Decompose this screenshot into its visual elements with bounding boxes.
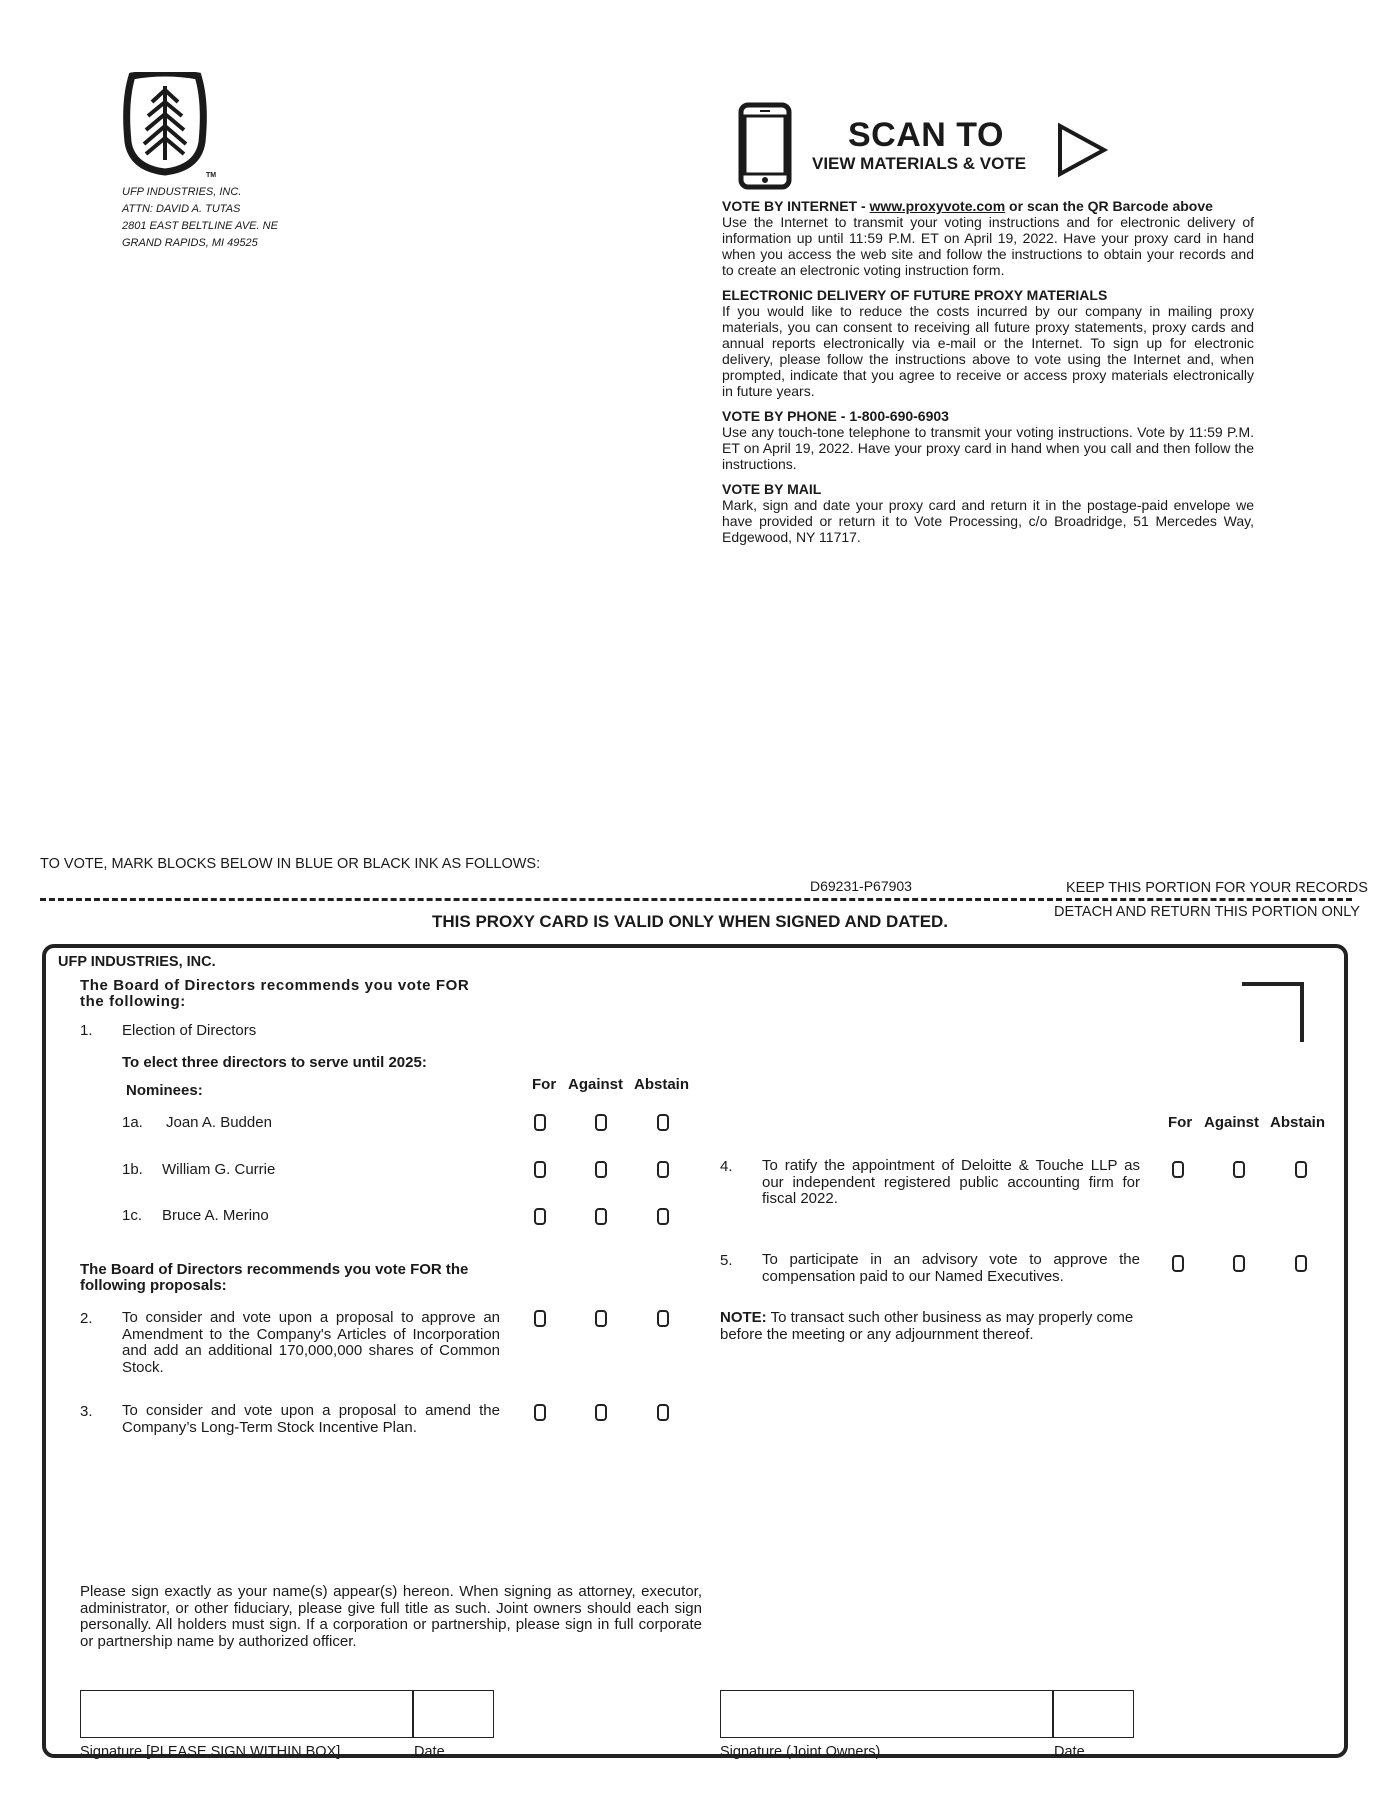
nominee-1c-number: 1c.	[122, 1207, 143, 1224]
proposal-5-text: To participate in an advisory vote to approve the compensation paid to our Named Executives.	[762, 1251, 1140, 1285]
play-arrow-icon	[1056, 122, 1110, 178]
col-against: Against	[568, 1076, 624, 1093]
proposal-4-number: 4.	[720, 1158, 733, 1175]
phone-heading: VOTE BY PHONE - 1-800-690-6903	[722, 408, 949, 424]
nominee-1a-for-checkbox[interactable]	[534, 1114, 546, 1131]
nominee-1c-abstain-checkbox[interactable]	[657, 1208, 669, 1225]
proposal-4-abstain-checkbox[interactable]	[1295, 1161, 1307, 1178]
nominee-1a-number: 1a.	[122, 1114, 143, 1131]
col-against-right: Against	[1204, 1114, 1260, 1131]
date-label: Date	[414, 1744, 445, 1760]
nominee-1b-number: 1b.	[122, 1161, 143, 1178]
joint-date-label: Date	[1054, 1744, 1085, 1760]
mail-body: Mark, sign and date your proxy card and return it in the postage-paid envelope we have provided or return it to Vote Processing, c/o Broadridge, 51 Mercedes Way, Edgewood, NY 11717.	[722, 497, 1254, 545]
address-line: 2801 EAST BELTLINE AVE. NE	[122, 220, 278, 232]
col-abstain-right: Abstain	[1270, 1114, 1326, 1131]
nominee-1b-abstain-checkbox[interactable]	[657, 1161, 669, 1178]
detach-dash-line	[40, 898, 1062, 901]
corner-mark	[1242, 982, 1304, 1042]
joint-signature-label: Signature (Joint Owners)	[720, 1744, 881, 1760]
signature-label: Signature [PLEASE SIGN WITHIN BOX]	[80, 1744, 341, 1760]
nominee-1a-abstain-checkbox[interactable]	[657, 1114, 669, 1131]
nominee-1c-for-checkbox[interactable]	[534, 1208, 546, 1225]
col-for-right: For	[1168, 1114, 1193, 1131]
nominee-1c-against-checkbox[interactable]	[595, 1208, 607, 1225]
nominee-1b-against-checkbox[interactable]	[595, 1161, 607, 1178]
board-rec-2: The Board of Directors recommends you vote FOR the following proposals:	[80, 1261, 469, 1294]
valid-notice: THIS PROXY CARD IS VALID ONLY WHEN SIGNED AND DATED.	[432, 912, 949, 931]
scan-title: SCAN TO	[848, 116, 1004, 154]
address-line: UFP INDUSTRIES, INC.	[122, 186, 242, 198]
to-vote-instruction: TO VOTE, MARK BLOCKS BELOW IN BLUE OR BLACK INK AS FOLLOWS:	[40, 856, 541, 872]
nominees-label: Nominees:	[126, 1082, 203, 1099]
keep-portion-label: KEEP THIS PORTION FOR YOUR RECORDS	[1066, 880, 1368, 896]
tree-logo-icon	[122, 72, 208, 180]
proposal-4-text: To ratify the appointment of Deloitte & Touche LLP as our independent registered public accounting firm for fiscal 2022.	[762, 1157, 1140, 1207]
nominee-1a-name: Joan A. Budden	[166, 1114, 272, 1131]
proposal-3-abstain-checkbox[interactable]	[657, 1404, 669, 1421]
address-line: ATTN: DAVID A. TUTAS	[122, 203, 241, 215]
sign-instructions: Please sign exactly as your name(s) appear(s) hereon. When signing as attorney, executor, administrator, or other fiduciary, please give full title as such. Joint owners should each sign personally. All holders must sign. If a corporation or partnership, please sign in full corporate or partnership name by authorized officer.	[80, 1583, 702, 1650]
trademark: TM	[206, 172, 217, 179]
proposal-2-against-checkbox[interactable]	[595, 1310, 607, 1327]
signature-box[interactable]	[80, 1690, 414, 1738]
card-company-name: UFP INDUSTRIES, INC.	[58, 954, 216, 970]
proposal-3-for-checkbox[interactable]	[534, 1404, 546, 1421]
proposal-5-against-checkbox[interactable]	[1233, 1255, 1245, 1272]
nominee-1c-name: Bruce A. Merino	[162, 1207, 269, 1224]
control-code: D69231-P67903	[810, 878, 912, 894]
proxy-card	[42, 944, 1348, 1758]
joint-date-box[interactable]	[1052, 1690, 1134, 1738]
internet-body: Use the Internet to transmit your voting instructions and for electronic delivery of information up until 11:59 P.M. ET on April 19, 2022. Have your proxy card in hand when you access the web site and follow the instructions to obtain your records and to create an electronic voting instruction form.	[722, 214, 1254, 278]
proposal-5-abstain-checkbox[interactable]	[1295, 1255, 1307, 1272]
address-line: GRAND RAPIDS, MI 49525	[122, 237, 258, 249]
item-1-label: Election of Directors	[122, 1022, 257, 1039]
nominee-1b-for-checkbox[interactable]	[534, 1161, 546, 1178]
col-for: For	[532, 1076, 557, 1093]
item-1-number: 1.	[80, 1022, 93, 1039]
detach-dash-line-right	[1066, 898, 1352, 901]
col-abstain: Abstain	[634, 1076, 690, 1093]
proposal-3-number: 3.	[80, 1403, 93, 1420]
proxyvote-link[interactable]: www.proxyvote.com	[869, 198, 1006, 214]
proposal-2-number: 2.	[80, 1310, 93, 1327]
proposal-3-text: To consider and vote upon a proposal to amend the Company’s Long-Term Stock Incentive Plan.	[122, 1402, 500, 1436]
electronic-heading: ELECTRONIC DELIVERY OF FUTURE PROXY MATERIALS	[722, 287, 1108, 303]
proposal-2-for-checkbox[interactable]	[534, 1310, 546, 1327]
note-label: NOTE:	[720, 1309, 767, 1326]
nominee-1b-name: William G. Currie	[162, 1161, 276, 1178]
proposal-5-for-checkbox[interactable]	[1172, 1255, 1184, 1272]
vote-instructions	[722, 198, 1254, 545]
board-rec-1: The Board of Directors recommends you vote FOR the following:	[80, 977, 470, 1010]
date-box[interactable]	[412, 1690, 494, 1738]
proposal-4-for-checkbox[interactable]	[1172, 1161, 1184, 1178]
phone-body: Use any touch-tone telephone to transmit your voting instructions. Vote by 11:59 P.M. ET on April 19, 2022. Have your proxy card in hand when you call and then follow the instructions.	[722, 424, 1254, 472]
phone-icon	[738, 102, 792, 190]
proposal-3-against-checkbox[interactable]	[595, 1404, 607, 1421]
proposal-5-number: 5.	[720, 1252, 733, 1269]
proposal-4-against-checkbox[interactable]	[1233, 1161, 1245, 1178]
elect-label: To elect three directors to serve until 2025:	[122, 1054, 427, 1071]
proposal-2-text: To consider and vote upon a proposal to approve an Amendment to the Company's Articles of Incorporation and add an additional 170,000,000 shares of Common Stock.	[122, 1309, 500, 1376]
joint-signature-box[interactable]	[720, 1690, 1054, 1738]
nominee-1a-against-checkbox[interactable]	[595, 1114, 607, 1131]
mail-heading: VOTE BY MAIL	[722, 481, 822, 497]
note-text: To transact such other business as may properly come before the meeting or any adjournment thereof.	[720, 1309, 1134, 1343]
internet-heading: VOTE BY INTERNET - www.proxyvote.com or scan the QR Barcode above	[722, 198, 1213, 214]
note	[720, 1310, 1140, 1343]
scan-subtitle: VIEW MATERIALS & VOTE	[812, 154, 1027, 173]
electronic-body: If you would like to reduce the costs incurred by our company in mailing proxy materials, you can consent to receiving all future proxy statements, proxy cards and annual reports electronically via e-mail or the Internet. To sign up for electronic delivery, please follow the instructions above to vote using the Internet and, when prompted, indicate that you agree to receive or access proxy materials electronically in future years.	[722, 303, 1254, 399]
detach-return-label: DETACH AND RETURN THIS PORTION ONLY	[1054, 904, 1360, 920]
company-address	[122, 184, 278, 252]
proposal-2-abstain-checkbox[interactable]	[657, 1310, 669, 1327]
